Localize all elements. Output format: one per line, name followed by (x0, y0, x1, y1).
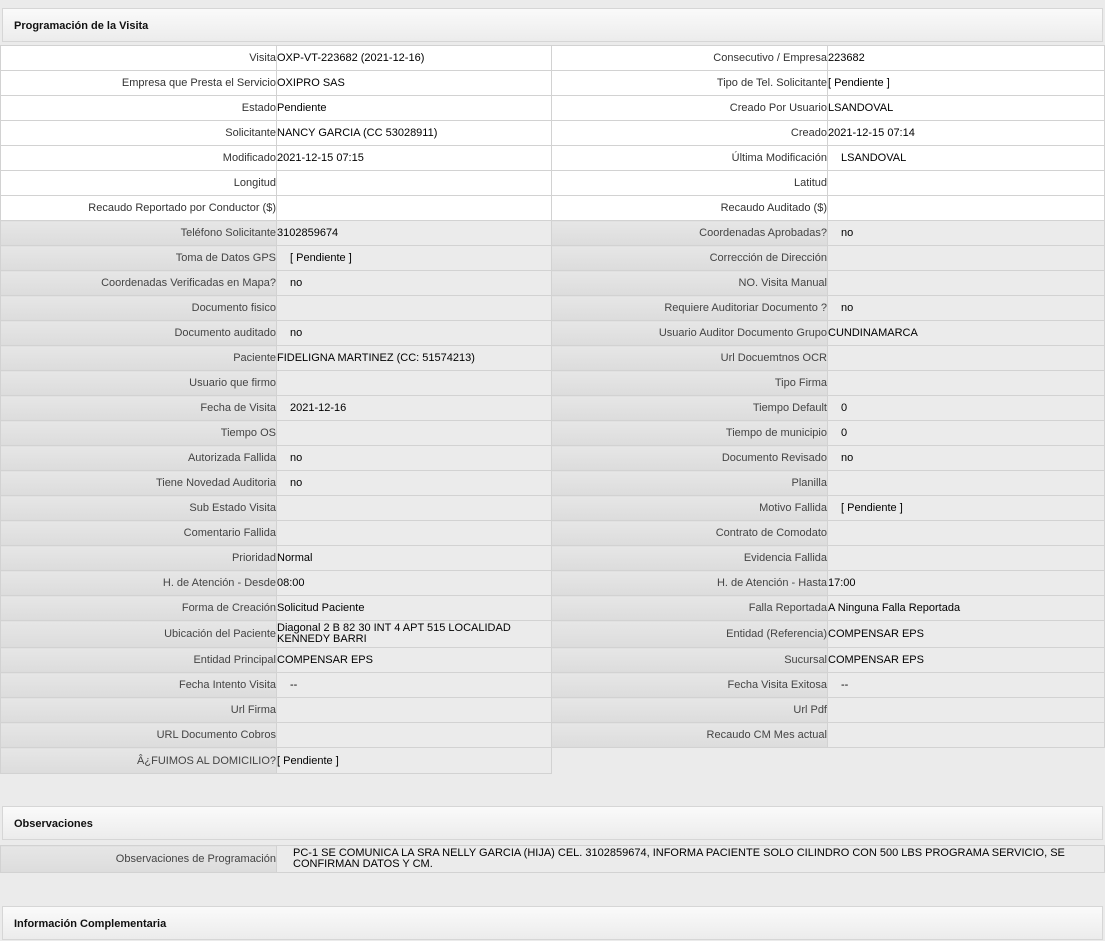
forma-de-creacion-value: Solicitud Paciente (277, 596, 552, 621)
fecha-intento-visita-value: -- (277, 673, 552, 698)
longitud-label: Longitud (1, 171, 277, 196)
url-docuemtnos-ocr-value (828, 346, 1105, 371)
ubicacion-del-paciente-label: Ubicación del Paciente (1, 621, 277, 648)
tipo-de-tel-solicitante-label: Tipo de Tel. Solicitante (552, 71, 828, 96)
url-pdf-value (828, 698, 1105, 723)
empresa-que-presta-el-servicio-value: OXIPRO SAS (277, 71, 552, 96)
contrato-de-comodato-label: Contrato de Comodato (552, 521, 828, 546)
tiempo-de-municipio-value: 0 (828, 421, 1105, 446)
detail-row (1, 446, 1105, 471)
creado-value: 2021-12-15 07:14 (828, 121, 1105, 146)
estado-value: Pendiente (277, 96, 552, 121)
toma-de-datos-gps-value: [ Pendiente ] (277, 246, 552, 271)
fuimos-al-domicilio-value: [ Pendiente ] (277, 748, 552, 774)
ubicacion-del-paciente-value: Diagonal 2 B 82 30 INT 4 APT 515 LOCALIDAD KENNEDY BARRI (277, 621, 552, 648)
usuario-que-firmo-label: Usuario que firmo (1, 371, 277, 396)
autorizada-fallida-label: Autorizada Fallida (1, 446, 277, 471)
detail-row (1, 246, 1105, 271)
h-de-atencion-hasta-label: H. de Atención - Hasta (552, 571, 828, 596)
tipo-firma-value (828, 371, 1105, 396)
entidad-referencia-label: Entidad (Referencia) (552, 621, 828, 648)
detail-row (1, 371, 1105, 396)
no-visita-manual-label: NO. Visita Manual (552, 271, 828, 296)
documento-auditado-label: Documento auditado (1, 321, 277, 346)
h-de-atencion-desde-value: 08:00 (277, 571, 552, 596)
detail-row (1, 271, 1105, 296)
paciente-label: Paciente (1, 346, 277, 371)
consecutivo-empresa-label: Consecutivo / Empresa (552, 46, 828, 71)
fecha-intento-visita-label: Fecha Intento Visita (1, 673, 277, 698)
tiene-novedad-auditoria-value: no (277, 471, 552, 496)
correccion-de-direccion-value (828, 246, 1105, 271)
entidad-principal-value: COMPENSAR EPS (277, 648, 552, 673)
coordenadas-aprobadas-label: Coordenadas Aprobadas? (552, 221, 828, 246)
empresa-que-presta-el-servicio-label: Empresa que Presta el Servicio (1, 71, 277, 96)
tiempo-de-municipio-label: Tiempo de municipio (552, 421, 828, 446)
fuimos-al-domicilio-label: Â¿FUIMOS AL DOMICILIO? (1, 748, 277, 774)
visit-details-table (0, 45, 1105, 774)
modificado-label: Modificado (1, 146, 277, 171)
sucursal-value: COMPENSAR EPS (828, 648, 1105, 673)
requiere-auditoriar-documento-value: no (828, 296, 1105, 321)
recaudo-auditado-value (828, 196, 1105, 221)
detail-row (1, 596, 1105, 621)
detail-row (1, 748, 1105, 774)
usuario-que-firmo-value (277, 371, 552, 396)
tiempo-default-value: 0 (828, 396, 1105, 421)
observaciones-label: Observaciones de Programación (1, 846, 277, 873)
latitud-label: Latitud (552, 171, 828, 196)
detail-row (1, 296, 1105, 321)
recaudo-reportado-por-conductor-label: Recaudo Reportado por Conductor ($) (1, 196, 277, 221)
url-documento-cobros-label: URL Documento Cobros (1, 723, 277, 748)
detail-row (1, 171, 1105, 196)
prioridad-label: Prioridad (1, 546, 277, 571)
detail-row (1, 121, 1105, 146)
recaudo-cm-mes-actual-value (828, 723, 1105, 748)
creado-label: Creado (552, 121, 828, 146)
detail-row (1, 321, 1105, 346)
toma-de-datos-gps-label: Toma de Datos GPS (1, 246, 277, 271)
documento-auditado-value: no (277, 321, 552, 346)
detail-row (1, 46, 1105, 71)
telefono-solicitante-value: 3102859674 (277, 221, 552, 246)
entidad-referencia-value: COMPENSAR EPS (828, 621, 1105, 648)
detail-row (1, 571, 1105, 596)
detail-row (1, 698, 1105, 723)
documento-revisado-label: Documento Revisado (552, 446, 828, 471)
prioridad-value: Normal (277, 546, 552, 571)
tiempo-default-label: Tiempo Default (552, 396, 828, 421)
visita-value: OXP-VT-223682 (2021-12-16) (277, 46, 552, 71)
detail-row (1, 396, 1105, 421)
detail-row (1, 723, 1105, 748)
planilla-label: Planilla (552, 471, 828, 496)
falla-reportada-label: Falla Reportada (552, 596, 828, 621)
contrato-de-comodato-value (828, 521, 1105, 546)
telefono-solicitante-label: Teléfono Solicitante (1, 221, 277, 246)
forma-de-creacion-label: Forma de Creación (1, 596, 277, 621)
observaciones-value: PC-1 SE COMUNICA LA SRA NELLY GARCIA (HIJA) CEL. 3102859674, INFORMA PACIENTE SOLO CILINDRO CON 500 LBS PROGRAMA SERVICIO, SE CONFIRMAN DATOS Y CM. (277, 846, 1105, 873)
solicitante-value: NANCY GARCIA (CC 53028911) (277, 121, 552, 146)
detail-row (1, 96, 1105, 121)
fecha-visita-exitosa-label: Fecha Visita Exitosa (552, 673, 828, 698)
tipo-firma-label: Tipo Firma (552, 371, 828, 396)
url-pdf-label: Url Pdf (552, 698, 828, 723)
detail-row (1, 546, 1105, 571)
evidencia-fallida-value (828, 546, 1105, 571)
detail-row (1, 496, 1105, 521)
ultima-modificacion-value: LSANDOVAL (828, 146, 1105, 171)
motivo-fallida-label: Motivo Fallida (552, 496, 828, 521)
url-firma-value (277, 698, 552, 723)
usuario-auditor-documento-grupo-label: Usuario Auditor Documento Grupo (552, 321, 828, 346)
falla-reportada-value: A Ninguna Falla Reportada (828, 596, 1105, 621)
detail-row (1, 221, 1105, 246)
detail-row (1, 521, 1105, 546)
h-de-atencion-desde-label: H. de Atención - Desde (1, 571, 277, 596)
tiempo-os-value (277, 421, 552, 446)
sucursal-label: Sucursal (552, 648, 828, 673)
ultima-modificacion-label: Última Modificación (552, 146, 828, 171)
consecutivo-empresa-value: 223682 (828, 46, 1105, 71)
motivo-fallida-value: [ Pendiente ] (828, 496, 1105, 521)
recaudo-reportado-por-conductor-value (277, 196, 552, 221)
estado-label: Estado (1, 96, 277, 121)
detail-row (1, 648, 1105, 673)
modificado-value: 2021-12-15 07:15 (277, 146, 552, 171)
comentario-fallida-value (277, 521, 552, 546)
url-firma-label: Url Firma (1, 698, 277, 723)
requiere-auditoriar-documento-label: Requiere Auditoriar Documento ? (552, 296, 828, 321)
detail-row (1, 196, 1105, 221)
observaciones-table (0, 845, 1105, 873)
paciente-value: FIDELIGNA MARTINEZ (CC: 51574213) (277, 346, 552, 371)
creado-por-usuario-label: Creado Por Usuario (552, 96, 828, 121)
no-visita-manual-value (828, 271, 1105, 296)
sub-estado-visita-value (277, 496, 552, 521)
evidencia-fallida-label: Evidencia Fallida (552, 546, 828, 571)
empty-cell (552, 748, 1105, 774)
fecha-de-visita-label: Fecha de Visita (1, 396, 277, 421)
planilla-value (828, 471, 1105, 496)
coordenadas-verificadas-en-mapa-label: Coordenadas Verificadas en Mapa? (1, 271, 277, 296)
detail-row (1, 346, 1105, 371)
correccion-de-direccion-label: Corrección de Dirección (552, 246, 828, 271)
visita-label: Visita (1, 46, 277, 71)
latitud-value (828, 171, 1105, 196)
section-header-programacion: Programación de la Visita (2, 8, 1103, 42)
solicitante-label: Solicitante (1, 121, 277, 146)
h-de-atencion-hasta-value: 17:00 (828, 571, 1105, 596)
coordenadas-aprobadas-value: no (828, 221, 1105, 246)
autorizada-fallida-value: no (277, 446, 552, 471)
documento-revisado-value: no (828, 446, 1105, 471)
detail-row (1, 71, 1105, 96)
url-docuemtnos-ocr-label: Url Docuemtnos OCR (552, 346, 828, 371)
entidad-principal-label: Entidad Principal (1, 648, 277, 673)
detail-row (1, 673, 1105, 698)
comentario-fallida-label: Comentario Fallida (1, 521, 277, 546)
tiempo-os-label: Tiempo OS (1, 421, 277, 446)
usuario-auditor-documento-grupo-value: CUNDINAMARCA (828, 321, 1105, 346)
coordenadas-verificadas-en-mapa-value: no (277, 271, 552, 296)
creado-por-usuario-value: LSANDOVAL (828, 96, 1105, 121)
tiene-novedad-auditoria-label: Tiene Novedad Auditoria (1, 471, 277, 496)
sub-estado-visita-label: Sub Estado Visita (1, 496, 277, 521)
section-header-informacion: Información Complementaria (2, 906, 1103, 940)
url-documento-cobros-value (277, 723, 552, 748)
detail-row (1, 146, 1105, 171)
recaudo-auditado-label: Recaudo Auditado ($) (552, 196, 828, 221)
detail-row (1, 421, 1105, 446)
detail-row (1, 621, 1105, 648)
section-header-observaciones: Observaciones (2, 806, 1103, 840)
documento-fisico-label: Documento fisico (1, 296, 277, 321)
detail-row (1, 471, 1105, 496)
longitud-value (277, 171, 552, 196)
fecha-visita-exitosa-value: -- (828, 673, 1105, 698)
recaudo-cm-mes-actual-label: Recaudo CM Mes actual (552, 723, 828, 748)
documento-fisico-value (277, 296, 552, 321)
tipo-de-tel-solicitante-value: [ Pendiente ] (828, 71, 1105, 96)
fecha-de-visita-value: 2021-12-16 (277, 396, 552, 421)
